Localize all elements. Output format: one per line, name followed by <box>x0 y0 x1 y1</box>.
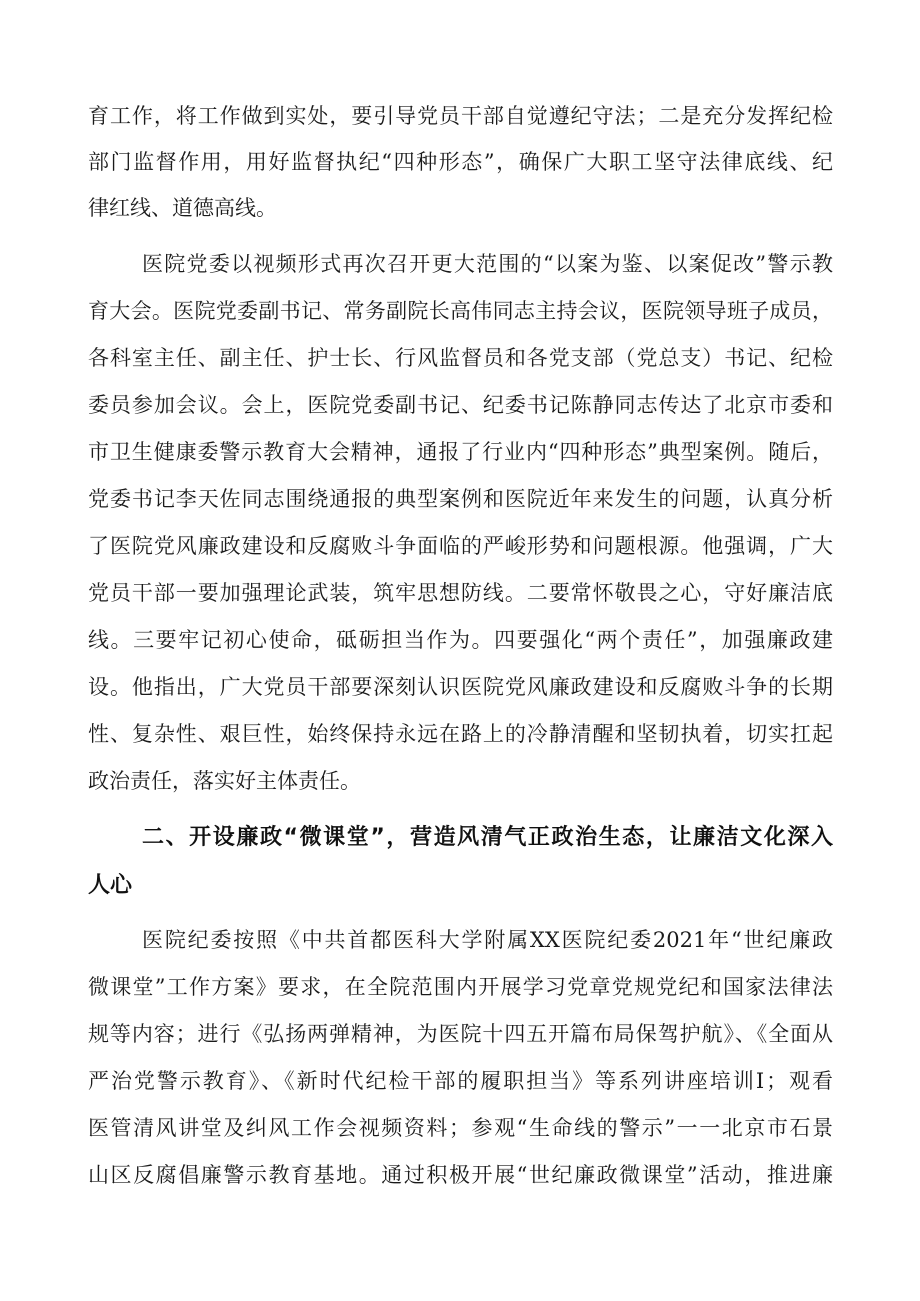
text-line: 育大会。医院党委副书记、常务副院长高伟同志主持会议，医院领导班子成员， <box>88 299 833 323</box>
text-line: 各科室主任、副主任、护士长、行风监督员和各党支部（党总支）书记、纪检 <box>88 346 833 370</box>
text-line: 规等内容；进行《弘扬两弹精神，为医院十四五开篇布局保驾护航》、《全面从 <box>88 1022 833 1046</box>
text-line: 了医院党风廉政建设和反腐败斗争面临的严峻形势和问题根源。他强调，广大 <box>88 534 833 558</box>
text-line: 政治责任，落实好主体责任。 <box>88 769 361 793</box>
text-line: 山区反腐倡廉警示教育基地。通过积极开展“世纪廉政微课堂”活动，推进廉 <box>88 1163 833 1187</box>
text-line: 市卫生健康委警示教育大会精神，通报了行业内“四种形态”典型案例。随后， <box>88 440 833 464</box>
text-line: 医院纪委按照《中共首都医科大学附属XX医院纪委2021年“世纪廉政 <box>142 928 833 952</box>
text-line: 部门监督作用，用好监督执纪“四种形态”，确保广大职工坚守法律底线、纪 <box>88 150 833 174</box>
text-line: 委员参加会议。会上，医院党委副书记、纪委书记陈静同志传达了北京市委和 <box>88 393 833 417</box>
text-line: 医院党委以视频形式再次召开更大范围的“以案为鉴、以案促改”警示教 <box>142 252 833 276</box>
text-line: 育工作，将工作做到实处，要引导党员干部自觉遵纪守法；二是充分发挥纪检 <box>88 104 833 128</box>
text-line: 医管清风讲堂及纠风工作会视频资料；参观“生命线的警示”一一北京市石景 <box>88 1116 833 1140</box>
text-line: 律红线、道德高线。 <box>88 196 277 220</box>
text-line: 微课堂”工作方案》要求，在全院范围内开展学习党章党规党纪和国家法律法 <box>88 975 833 999</box>
text-line: 党员干部一要加强理论武装，筑牢思想防线。二要常怀敬畏之心，守好廉洁底 <box>88 581 833 605</box>
text-line: 设。他指出，广大党员干部要深刻认识医院党风廉政建设和反腐败斗争的长期 <box>88 675 833 699</box>
text-line: 党委书记李天佐同志围绕通报的典型案例和医院近年来发生的问题，认真分析 <box>88 487 833 511</box>
heading-line: 二、开设廉政“微课堂”，营造风清气正政治生态，让廉洁文化深入 <box>142 825 833 850</box>
text-line: 线。三要牢记初心使命，砥砺担当作为。四要强化“两个责任”，加强廉政建 <box>88 628 833 652</box>
text-line: 性、复杂性、艰巨性，始终保持永远在路上的冷静清醒和坚韧执着，切实扛起 <box>88 722 833 746</box>
heading-line: 人心 <box>88 873 133 898</box>
text-line: 严治党警示教育》、《新时代纪检干部的履职担当》等系列讲座培训Ⅰ；观看 <box>88 1069 833 1093</box>
